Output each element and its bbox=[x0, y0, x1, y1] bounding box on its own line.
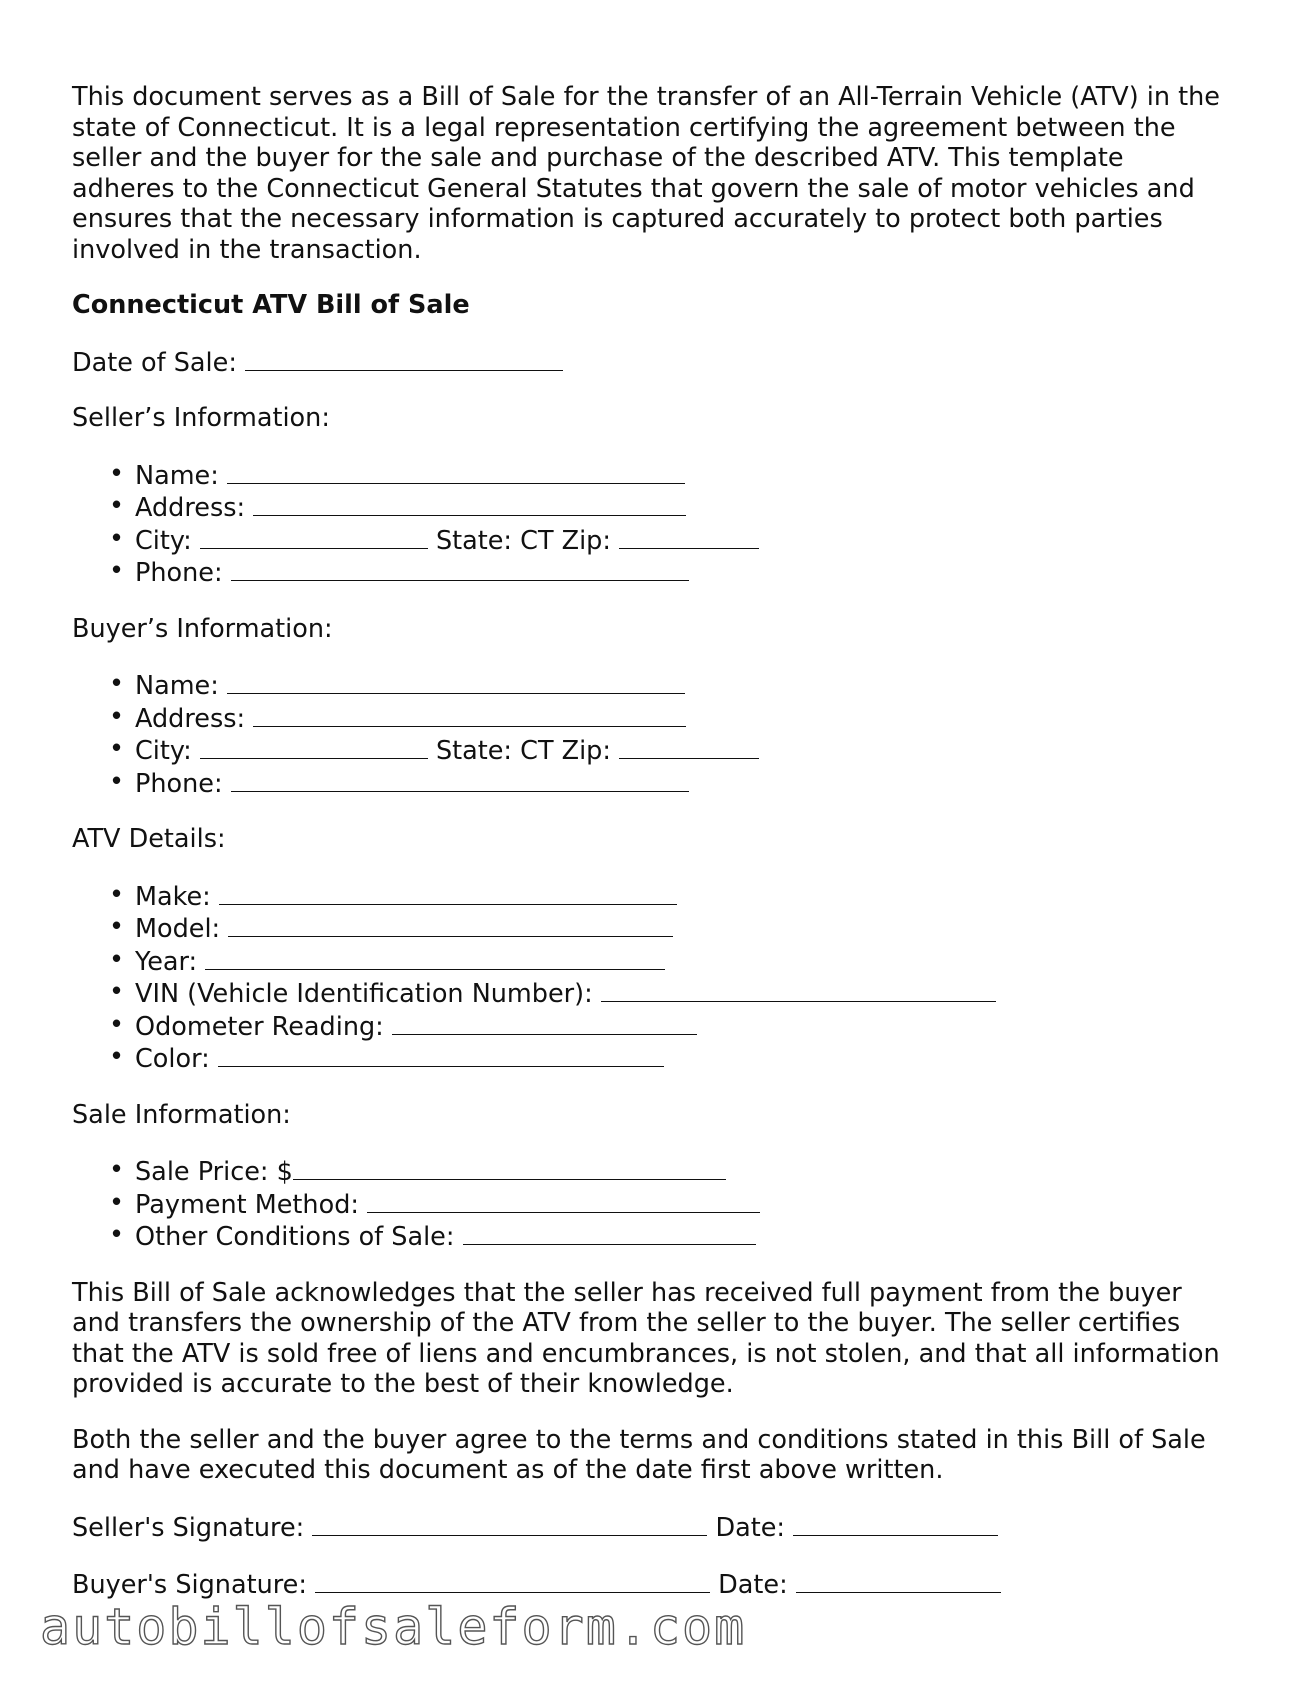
date-of-sale-row bbox=[72, 346, 1232, 379]
buyer-heading: Buyer’s Information: bbox=[72, 613, 333, 644]
date-of-sale-label: Date of Sale: bbox=[72, 347, 237, 378]
seller-signature-label: Seller's Signature: bbox=[72, 1512, 305, 1543]
buyer-phone-row bbox=[135, 767, 1232, 800]
seller-zip-field[interactable] bbox=[619, 524, 759, 549]
buyer-address-field[interactable] bbox=[253, 702, 686, 727]
atv-odometer-label: Odometer Reading: bbox=[135, 1011, 384, 1042]
buyer-date-label: Date: bbox=[718, 1570, 788, 1600]
buyer-signature-field[interactable] bbox=[315, 1568, 710, 1593]
document-title: Connecticut ATV Bill of Sale bbox=[72, 290, 470, 320]
seller-phone-row bbox=[135, 556, 1232, 589]
sale-price-field[interactable] bbox=[293, 1155, 726, 1180]
seller-date-label: Date: bbox=[715, 1512, 785, 1543]
buyer-address-row bbox=[135, 702, 1232, 735]
buyer-phone-field[interactable] bbox=[231, 767, 689, 792]
seller-signature-row bbox=[72, 1511, 1232, 1544]
sale-list bbox=[72, 1155, 1232, 1253]
other-conditions-label: Other Conditions of Sale: bbox=[135, 1222, 455, 1252]
atv-year-label: Year: bbox=[135, 946, 198, 977]
buyer-city-field[interactable] bbox=[200, 734, 428, 759]
seller-phone-field[interactable] bbox=[231, 556, 689, 581]
atv-vin-label: VIN (Vehicle Identification Number): bbox=[135, 979, 593, 1009]
buyer-address-label: Address: bbox=[135, 703, 246, 734]
seller-city-label: City: bbox=[135, 525, 192, 556]
seller-list bbox=[72, 459, 1232, 589]
seller-address-field[interactable] bbox=[253, 491, 686, 516]
payment-method-row bbox=[135, 1188, 1232, 1221]
seller-signature-field[interactable] bbox=[312, 1511, 707, 1536]
atv-vin-field[interactable] bbox=[601, 977, 996, 1002]
buyer-signature-row bbox=[72, 1568, 1232, 1601]
atv-odometer-row bbox=[135, 1010, 1232, 1043]
seller-name-field[interactable] bbox=[227, 459, 685, 484]
seller-city-field[interactable] bbox=[200, 524, 428, 549]
atv-make-label: Make: bbox=[135, 881, 211, 912]
payment-method-field[interactable] bbox=[367, 1188, 760, 1213]
seller-name-row bbox=[135, 459, 1232, 492]
other-conditions-field[interactable] bbox=[463, 1220, 756, 1245]
atv-make-row bbox=[135, 880, 1232, 913]
seller-address-label: Address: bbox=[135, 493, 246, 523]
seller-state-zip-label: State: CT Zip: bbox=[435, 525, 611, 556]
sale-price-label: Sale Price: $ bbox=[135, 1157, 293, 1187]
atv-color-field[interactable] bbox=[218, 1042, 664, 1067]
intro-paragraph: This document serves as a Bill of Sale for the transfer of an All-Terrain Vehicle (ATV) in the state of Connecticut. It is a legal representation certifying the agreement between the seller and the buyer for the sale and purchase of the described ATV. This template adheres to the Connecticut General Statutes that govern the sale of motor vehicles and ensures that the necessary information is captured accurately to protect both parties involved in the transaction. bbox=[72, 82, 1220, 265]
acknowledgement-paragraph: This Bill of Sale acknowledges that the seller has received full payment from the buyer and transfers the ownership of the ATV from the seller to the buyer. The seller certifies that the ATV is sold free of liens and encumbrances, is not stolen, and that all information provided is accurate to the best of their knowledge. bbox=[72, 1277, 1220, 1399]
seller-address-row bbox=[135, 491, 1232, 524]
atv-vin-row bbox=[135, 977, 1232, 1010]
seller-name-label: Name: bbox=[135, 460, 219, 491]
buyer-state-zip-label: State: CT Zip: bbox=[435, 736, 611, 766]
buyer-phone-label: Phone: bbox=[135, 768, 223, 799]
buyer-zip-field[interactable] bbox=[619, 734, 759, 759]
buyer-name-row bbox=[135, 669, 1232, 702]
atv-odometer-field[interactable] bbox=[392, 1010, 697, 1035]
payment-method-label: Payment Method: bbox=[135, 1189, 359, 1220]
buyer-name-field[interactable] bbox=[227, 669, 685, 694]
seller-heading: Seller’s Information: bbox=[72, 403, 330, 433]
sale-price-row bbox=[135, 1155, 1232, 1188]
agreement-paragraph: Both the seller and the buyer agree to the terms and conditions stated in this Bill of Sale and have executed this document as of the date first above written. bbox=[72, 1424, 1206, 1485]
atv-heading: ATV Details: bbox=[72, 824, 226, 854]
date-of-sale-field[interactable] bbox=[245, 346, 563, 371]
seller-date-field[interactable] bbox=[793, 1511, 998, 1536]
atv-color-row bbox=[135, 1042, 1232, 1075]
other-conditions-row bbox=[135, 1220, 1232, 1253]
buyer-signature-label: Buyer's Signature: bbox=[72, 1570, 307, 1600]
buyer-list bbox=[72, 669, 1232, 799]
atv-year-row bbox=[135, 945, 1232, 978]
sale-heading: Sale Information: bbox=[72, 1099, 291, 1130]
buyer-date-field[interactable] bbox=[796, 1568, 1001, 1593]
atv-make-field[interactable] bbox=[219, 880, 677, 905]
seller-city-row bbox=[135, 524, 1232, 557]
atv-year-field[interactable] bbox=[205, 945, 665, 970]
atv-model-row bbox=[135, 912, 1232, 945]
atv-model-field[interactable] bbox=[228, 912, 673, 937]
buyer-city-label: City: bbox=[135, 736, 192, 766]
atv-color-label: Color: bbox=[135, 1044, 210, 1074]
seller-phone-label: Phone: bbox=[135, 558, 223, 588]
atv-list bbox=[72, 880, 1232, 1075]
document-body bbox=[72, 82, 1232, 1626]
buyer-city-row bbox=[135, 734, 1232, 767]
buyer-name-label: Name: bbox=[135, 671, 219, 701]
atv-model-label: Model: bbox=[135, 914, 221, 944]
watermark-text: autobillofsaleform.com bbox=[40, 1598, 747, 1656]
